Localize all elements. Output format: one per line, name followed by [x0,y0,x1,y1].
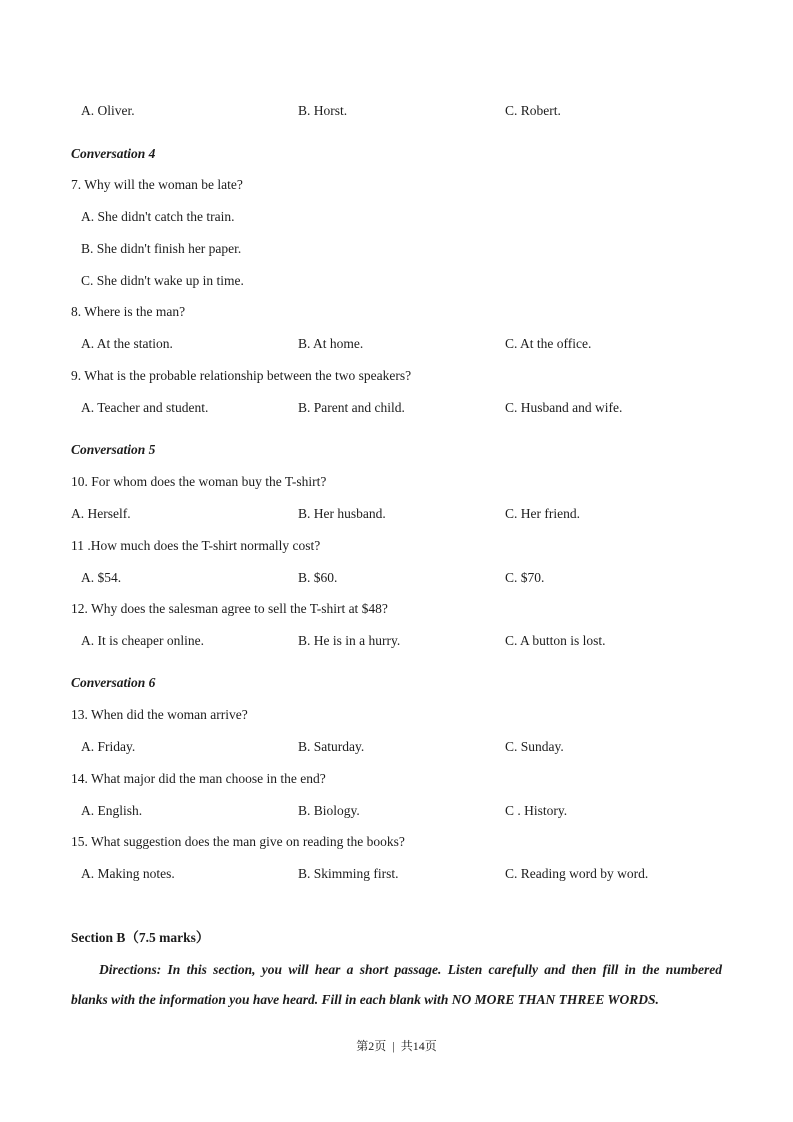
option-a: A. Making notes. [81,866,175,881]
question-10: 10. For whom does the woman buy the T-shirt? [71,474,327,489]
conversation-6-heading: Conversation 6 [71,675,156,690]
option-c: C. Reading word by word. [505,866,649,881]
option-a: A. English. [81,803,143,818]
conversation-5-heading: Conversation 5 [71,442,156,457]
option-a: A. It is cheaper online. [81,633,204,648]
options-row-q6 [71,102,722,119]
option-b: B. At home. [298,336,364,351]
option-a: A. Friday. [81,739,136,754]
options-row-q12 [71,632,722,649]
footer-separator: | [392,1039,395,1053]
option-b: B. Biology. [298,803,360,818]
question-7-option-a: A. She didn't catch the train. [81,209,235,224]
question-12: 12. Why does the salesman agree to sell the T-shirt at $48? [71,601,388,616]
question-8: 8. Where is the man? [71,304,186,319]
option-b: B. Skimming first. [298,866,399,881]
question-14: 14. What major did the man choose in the end? [71,771,326,786]
option-c: C. Robert. [505,103,561,118]
option-b: B. Saturday. [298,739,365,754]
page-footer [0,1038,793,1055]
option-a: A. $54. [81,570,122,585]
option-c: C. A button is lost. [505,633,606,648]
option-b: B. He is in a hurry. [298,633,401,648]
option-b: B. Horst. [298,103,348,118]
question-7-option-c: C. She didn't wake up in time. [81,273,244,288]
options-row-q11 [71,569,722,586]
question-13: 13. When did the woman arrive? [71,707,248,722]
options-row-q9 [71,399,722,416]
question-11: 11 .How much does the T-shirt normally cost? [71,538,321,553]
footer-page-number: 第2页 [356,1039,387,1053]
options-row-q14 [71,802,722,819]
question-9: 9. What is the probable relationship between the two speakers? [71,368,412,383]
section-b-directions-line2: blanks with the information you have heard. Fill in each blank with NO MORE THAN THREE WORDS. [71,992,659,1007]
options-row-q15 [71,865,722,882]
footer-total-pages: 共14页 [400,1039,437,1053]
options-row-q8 [71,335,722,352]
conversation-4-heading: Conversation 4 [71,146,156,161]
option-c: C. Sunday. [505,739,564,754]
option-a: A. Oliver. [81,103,135,118]
option-a: A. Teacher and student. [81,400,209,415]
option-b: B. $60. [298,570,338,585]
option-c: C. At the office. [505,336,592,351]
option-a: A. Herself. [71,506,131,521]
option-c: C. Husband and wife. [505,400,623,415]
options-row-q13 [71,738,722,755]
question-7-option-b: B. She didn't finish her paper. [81,241,242,256]
section-b-heading: Section B（7.5 marks） [71,930,210,945]
question-7: 7. Why will the woman be late? [71,177,243,192]
option-a: A. At the station. [81,336,173,351]
section-b-directions-line1: Directions: In this section, you will hear a short passage. Listen carefully and then fill in the numbered [99,962,722,977]
option-c: C. $70. [505,570,545,585]
option-c: C. Her friend. [505,506,580,521]
options-row-q10 [71,505,722,522]
option-c: C . History. [505,803,568,818]
option-b: B. Parent and child. [298,400,405,415]
question-15: 15. What suggestion does the man give on reading the books? [71,834,405,849]
option-b: B. Her husband. [298,506,386,521]
